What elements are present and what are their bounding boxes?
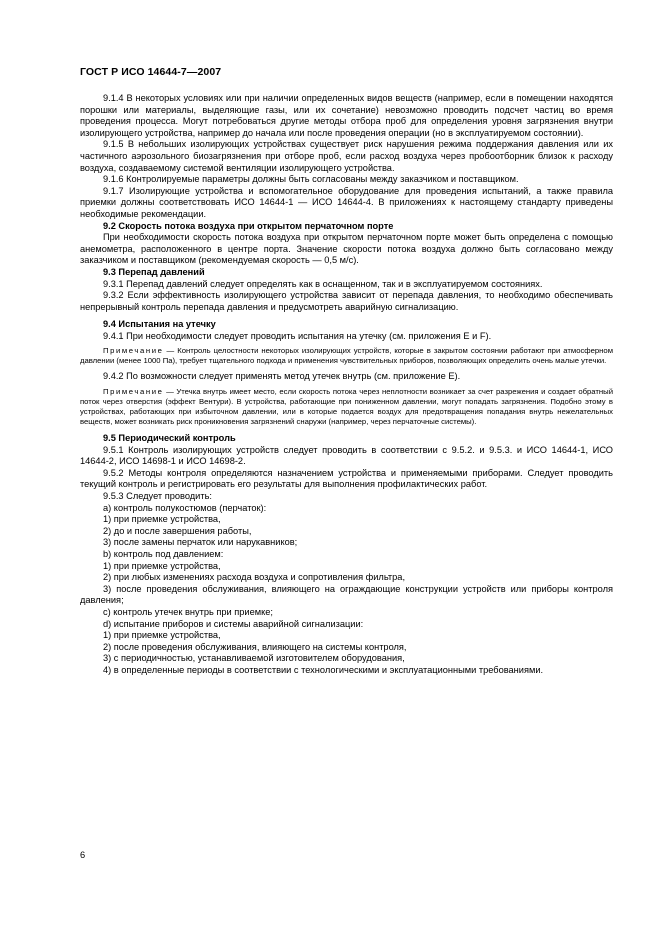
- paragraph-9-1-6: 9.1.6 Контролируемые параметры должны быть согласованы между заказчиком и поставщиком.: [103, 174, 519, 185]
- list-item: 2) до и после завершения работы,: [103, 525, 252, 536]
- paragraph-9-5-3: 9.5.3 Следует проводить:: [103, 491, 212, 502]
- paragraph-9-1-5: 9.1.5 В небольших изолирующих устройствах существует риск нарушения режима поддержания давления или их частичного аэрозольного биозагрязнения при отборе проб, если расход воздуха через пробоотборник близок к расходу воздуха, создаваемому системой вентиляции изолирующего устройства.: [80, 139, 613, 173]
- list-item: d) испытание приборов и системы аварийной сигнализации:: [103, 618, 364, 629]
- paragraph-9-1-7: 9.1.7 Изолирующие устройства и вспомогательное оборудование для проведения испытаний, а также правила приемки должны соответствовать ИСО 14644-1 — ИСО 14644-4. В приложениях к настоящему стандарту приведены необходимые рекомендации.: [80, 185, 613, 219]
- paragraph-9-1-4: 9.1.4 В некоторых условиях или при наличии определенных видов веществ (например, если в помещении находятся порошки или материалы, выделяющие газы, или их сочетание) невозможно проводить подсчет частиц во время проведения процесса. Могут потребоваться другие методы отбора проб для определения уровня загрязнения внутри изолирующего устройства, например до начала или после проведения операции (но в эксплуатируемом состоянии).: [80, 93, 613, 138]
- list-item: 2) при любых изменениях расхода воздуха и сопротивления фильтра,: [103, 572, 406, 583]
- note-2: [80, 387, 613, 427]
- heading-9-5: 9.5 Периодический контроль: [103, 433, 236, 444]
- heading-9-3: 9.3 Перепад давлений: [103, 266, 205, 277]
- list-item: 2) после проведения обслуживания, влияющего на системы контроля,: [103, 641, 407, 652]
- list-item: c) контроль утечек внутрь при приемке;: [103, 606, 273, 617]
- list-item: 3) после замены перчаток или нарукавников;: [103, 537, 298, 548]
- paragraph-9-4-1: 9.4.1 При необходимости следует проводить испытания на утечку (см. приложения Е и F).: [103, 330, 492, 341]
- list-item: b) контроль под давлением:: [103, 549, 224, 559]
- list-item: a) контроль полукостюмов (перчаток):: [103, 502, 267, 513]
- heading-9-2: 9.2 Скорость потока воздуха при открытом перчаточном порте: [103, 220, 394, 231]
- heading-9-4: 9.4 Испытания на утечку: [103, 319, 216, 330]
- paragraph-9-4-2: 9.4.2 По возможности следует применять метод утечек внутрь (см. приложение Е).: [103, 371, 461, 382]
- page-body: [80, 93, 613, 677]
- note-2-label: Примечание: [103, 387, 164, 397]
- list-item: 4) в определенные периоды в соответствии с технологическими и эксплуатационными требованиями.: [103, 664, 544, 675]
- paragraph-9-5-2: 9.5.2 Методы контроля определяются назначением устройства и применяемыми приборами. Следует проводить текущий контроль и регистрировать его результаты для выполнения профилактических работ.: [80, 467, 613, 490]
- page-number: 6: [80, 850, 86, 860]
- list-item: 3) с периодичностью, устанавливаемой изготовителем оборудования,: [103, 653, 405, 664]
- list-item: 1) при приемке устройства,: [103, 630, 221, 641]
- paragraph-9-2: При необходимости скорость потока воздуха при открытом перчаточном порте может быть определена с помощью анемометра, расположенного в центре порта. Значение скорости потока воздуха должно быть согласовано между заказчиком и поставщиком (рекомендуемая скорость — 0,5 м/с).: [80, 232, 613, 266]
- paragraph-9-3-2: 9.3.2 Если эффективность изолирующего устройства зависит от перепада давления, то необходимо обеспечивать непрерывный контроль перепада давления и предусмотреть аварийную сигнализацию.: [80, 290, 613, 312]
- note-1-text: — Контроль целостности некоторых изолирующих устройств, которые в закрытом состоянии работают при атмосферном давлении (менее 1000 Па), требует тщательного подхода и применения чувствительных приборов, позволяющих определить очень малые утечки.: [80, 346, 613, 366]
- note-1-label: Примечание: [103, 346, 164, 356]
- list-item: 3) после проведения обслуживания, влияющего на ограждающие конструкции устройств или приборы контроля давления;: [80, 583, 613, 606]
- list-item: 1) при приемке устройства,: [103, 560, 221, 571]
- note-2-text: — Утечка внутрь имеет место, если скорость потока через неплотности возникает за счет разрежения и создает обратный поток через отверстия (эффект Вентури). В устройства, работающие при пониженном давлении, могут попадать загрязнения. Подобно этому в устройствах, работающих при избыточном давлении, или в которые подается воздух для предотвращения попадания внутрь нежелательных веществ, может возникать риск проникновения загрязнений снаружи (например, через перчаточные системы).: [80, 387, 613, 427]
- list-item: 1) при приемке устройства,: [103, 514, 221, 525]
- note-1: [80, 346, 613, 366]
- paragraph-9-5-1: 9.5.1 Контроль изолирующих устройств следует проводить в соответствии с 9.5.2. и 9.5.3. и ИСО 14644-1, ИСО 14644-2, ИСО 14698-1 и ИСО 14698-2.: [80, 444, 613, 467]
- paragraph-9-3-1: 9.3.1 Перепад давлений следует определять как в оснащенном, так и в эксплуатируемом состояниях.: [103, 278, 543, 289]
- document-header: ГОСТ Р ИСО 14644-7—2007: [80, 66, 222, 78]
